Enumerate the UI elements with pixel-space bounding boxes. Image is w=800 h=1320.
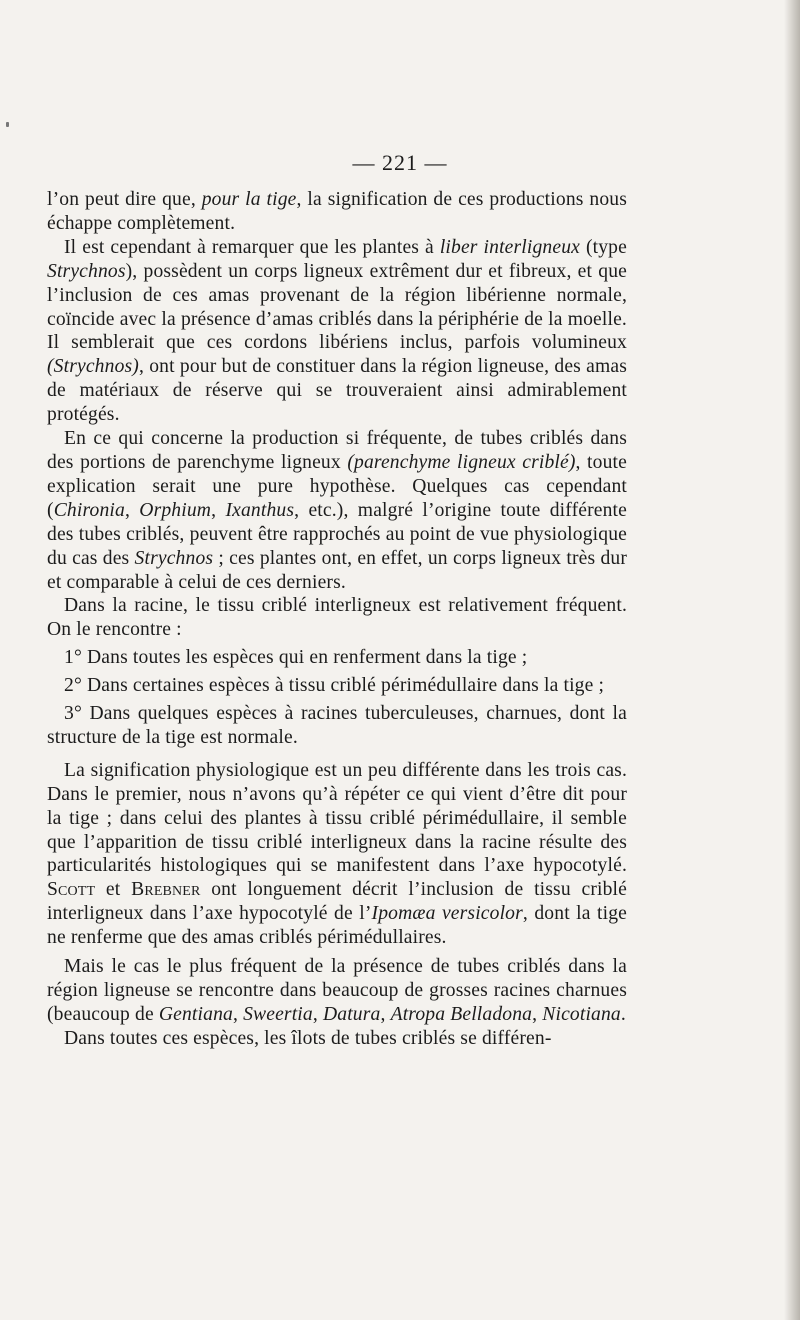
italic-genus: Sweertia [243,1003,313,1025]
paragraph-6 [47,955,627,1027]
italic-phrase: (parenchyme ligneux criblé) [347,451,576,473]
list-item-1: 1° Dans toutes les espèces qui en renferment dans la tige ; [64,647,528,669]
italic-genus: (Strychnos) [47,356,139,378]
text-span: Mais le cas le plus fréquent de la présence de tubes criblés dans la région ligneuse se rencontre dans beaucoup de grosses racines charnues (beaucoup de [47,956,627,1025]
text-span: En ce qui concerne la production si fréquente, de tubes criblés dans des portions de parenchyme ligneux [47,428,627,473]
text-span: , dont la tige ne renferme que des amas criblés périmédullaires. [47,903,627,949]
margin-speck [6,122,9,127]
text-span: , [380,1003,391,1025]
text-span: , ont pour but de constituer dans la région ligneuse, des amas de matériaux de réserve qui se trouveraient ainsi admirablement protégés. [47,356,627,426]
italic-genus: Chironia [53,499,125,521]
italic-genus: Ixanthus [225,499,295,521]
text-span: (type [580,236,627,258]
text-span: , [211,499,226,521]
text-span: , etc.), malgré l’origine toute différente des tubes criblés, peuvent être rapprochés au point de vue physiologique du cas des [47,499,627,569]
page-edge-shadow [784,0,800,1320]
author-name: Brebner [131,879,201,901]
text-span: , la signification de ces productions nous échappe complètement. [47,189,627,234]
list-item-3: 3° Dans quelques espèces à racines tuberculeuses, charnues, dont la structure de la tige est normale. [47,703,627,748]
paragraph-2 [47,236,627,427]
text-span: , [232,1003,244,1025]
page-number: — 221 — [352,150,448,175]
text-span: l’on peut dire que, [47,189,202,210]
paragraph-5 [47,759,627,950]
paragraph-7: Dans toutes ces espèces, les îlots de tubes criblés se différen- [64,1027,552,1049]
paragraph-1 [47,188,627,236]
italic-species: Ipomæa versicolor [371,903,523,925]
text-span: , [532,1003,543,1025]
text-span: , toute explication serait une pure hypothèse. Quelques cas cependant ( [47,451,627,521]
text-span: et [95,879,132,901]
italic-genus: Strychnos [47,260,126,282]
italic-species: Atropa Belladona [390,1003,533,1025]
text-span: ; ces plantes ont, en effet, un corps ligneux très dur et comparable à celui de ces derniers. [47,547,628,593]
list-item-2: 2° Dans certaines espèces à tissu criblé périmédullaire dans la tige ; [64,675,605,697]
italic-phrase: pour la tige [201,189,297,210]
italic-genus: Datura [322,1003,381,1025]
italic-genus: Gentiana [158,1003,233,1025]
text-span: ont longuement décrit l’inclusion de tissu criblé interligneux dans l’axe hypocotylé de l’ [47,879,627,925]
italic-phrase: liber interligneux [439,236,581,258]
text-span: , [312,1003,323,1025]
italic-genus: Strychnos [134,547,214,569]
text-span: . [620,1003,626,1025]
text-span: Il est cependant à remarquer que les plantes à [64,236,440,258]
text-span: , [124,499,140,521]
author-name: Scott [47,879,96,901]
italic-genus: Nicotiana [542,1003,621,1025]
body-text [47,188,627,1051]
italic-genus: Orphium [139,499,212,521]
text-span: La signification physiologique est un peu différente dans les trois cas. Dans le premier, nous n’avons qu’à répéter ce qui vient d’être dit pour la tige ; dans celui des plantes à tissu criblé périmédullaire, il semble que l’apparition de tissu criblé interligneux dans la racine résulte des particularités histologiques qui se manifestent dans l’axe hypocotylé. [47,759,627,877]
paragraph-3 [47,427,627,594]
paragraph-4: Dans la racine, le tissu criblé interligneux est relativement fréquent. On le rencontre : [47,595,627,641]
text-span: ), possèdent un corps ligneux extrêment dur et fibreux, et que l’inclusion de ces amas provenant de la région libérienne normale, coïncide avec la présence d’amas criblés dans la périphérie de la moelle. Il semblerait que ces cordons libériens inclus, parfois volumineux [47,260,627,354]
